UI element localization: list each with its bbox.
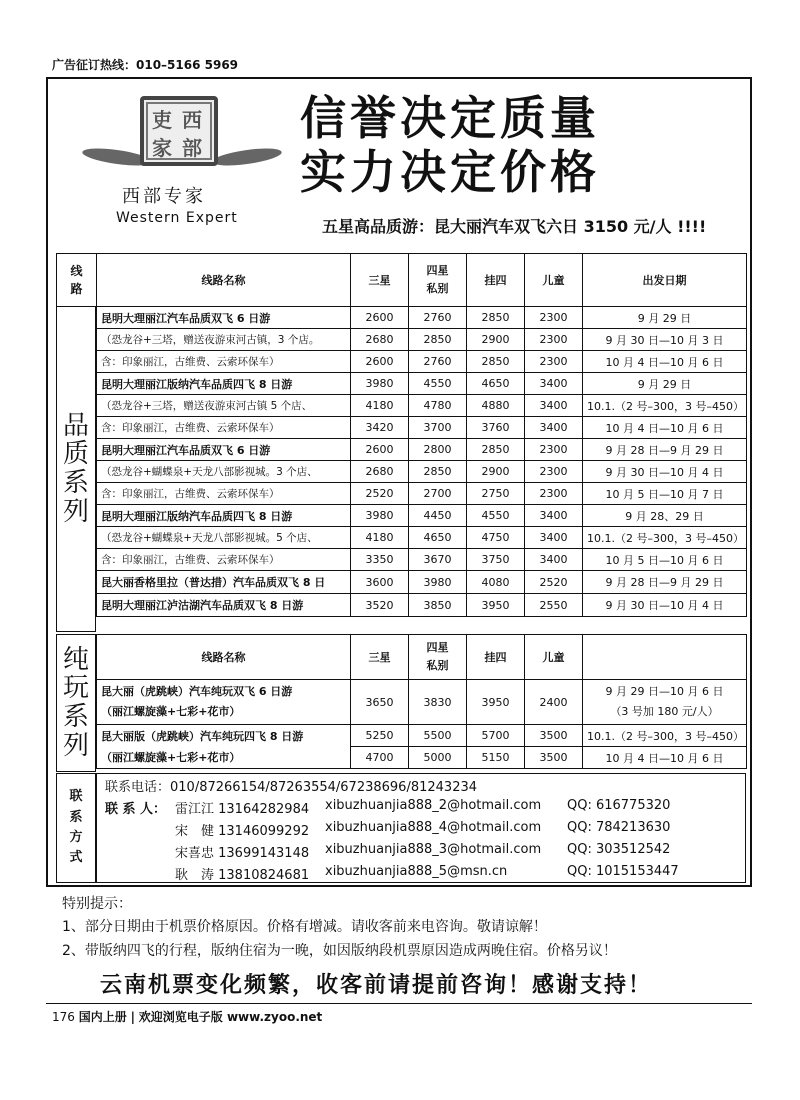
table-row <box>97 594 747 617</box>
price-cell: 2800 <box>409 439 467 461</box>
departure-date-cell: 9 月 28 日—9 月 29 日 <box>583 571 747 594</box>
contact-qq: QQ: 784213630 <box>567 820 671 835</box>
price-cell: 4550 <box>467 505 525 527</box>
fun-header-three-star: 三星 <box>351 635 409 680</box>
price-cell: 4880 <box>467 395 525 417</box>
fun-route-2-name: 昆大丽版（虎跳峡）汽车纯玩四飞 8 日游 （丽江螺旋藻+七彩+花市） <box>97 725 351 769</box>
table-row <box>97 527 747 549</box>
table-row <box>97 329 747 351</box>
price-cell: 2300 <box>525 483 583 505</box>
contact-email: xibuzhuanjia888_3@hotmail.com <box>325 842 542 857</box>
price-cell: 2600 <box>351 307 409 329</box>
fun-header-child: 儿童 <box>525 635 583 680</box>
price-cell: 3500 <box>525 725 583 747</box>
fun-header-route-name: 线路名称 <box>97 635 351 680</box>
company-logo <box>82 90 282 235</box>
price-cell: 2520 <box>351 483 409 505</box>
price-cell: 3980 <box>351 373 409 395</box>
price-cell: 2400 <box>525 680 583 725</box>
departure-date-cell: 9 月 29 日 <box>583 307 747 329</box>
contact-qq: QQ: 303512542 <box>567 842 671 857</box>
page-footer <box>52 1008 322 1025</box>
section-label-fun: 纯 玩 系 列 <box>56 634 96 772</box>
price-cell: 2520 <box>525 571 583 594</box>
price-cell: 2850 <box>467 439 525 461</box>
note-1: 1、部分日期由于机票价格原因。价格有增减。请收客前来电咨询。敬请谅解！ <box>62 919 547 935</box>
route-name-cell: （恐龙谷+三塔，赠送夜游束河古镇，3 个店。 <box>97 329 351 351</box>
fun-series-table <box>96 634 747 769</box>
route-name-cell: 含：印象丽江，古维费、云索环保车） <box>97 417 351 439</box>
logo-english-name: Western Expert <box>116 210 238 226</box>
departure-date-cell: 9 月 28、29 日 <box>583 505 747 527</box>
price-cell: 3400 <box>525 505 583 527</box>
route-name-cell: 含：印象丽江，古维费、云索环保车） <box>97 351 351 373</box>
table-row <box>97 461 747 483</box>
price-cell: 2300 <box>525 461 583 483</box>
price-cell: 3400 <box>525 395 583 417</box>
price-cell: 2700 <box>409 483 467 505</box>
table-row <box>97 307 747 329</box>
price-cell: 3520 <box>351 594 409 617</box>
footer-text: 欢迎浏览电子版 www.zyoo.net <box>138 1010 323 1024</box>
header-three-star: 三星 <box>351 254 409 307</box>
footer-separator: | <box>130 1010 135 1024</box>
price-cell: 2680 <box>351 461 409 483</box>
notes-title: 特别提示： <box>62 896 132 912</box>
price-cell: 3830 <box>409 680 467 725</box>
price-cell: 4450 <box>409 505 467 527</box>
price-cell: 3950 <box>467 594 525 617</box>
header-hang-four: 挂四 <box>467 254 525 307</box>
departure-date-cell: 9 月 28 日—9 月 29 日 <box>583 439 747 461</box>
price-table-header <box>56 253 747 307</box>
table-row <box>97 505 747 527</box>
departure-date-cell: 10.1.（2 号–300，3 号–450） <box>583 725 747 747</box>
price-cell: 2850 <box>409 329 467 351</box>
price-cell: 3750 <box>467 549 525 571</box>
contact-qq: QQ: 1015153447 <box>567 864 679 879</box>
price-cell: 4750 <box>467 527 525 549</box>
route-name-cell: 昆明大理丽江泸沽湖汽车品质双飞 8 日游 <box>97 594 351 617</box>
price-cell: 5700 <box>467 725 525 747</box>
departure-date-cell: 9 月 30 日—10 月 3 日 <box>583 329 747 351</box>
price-cell: 5250 <box>351 725 409 747</box>
price-cell: 4700 <box>351 747 409 769</box>
price-cell: 3600 <box>351 571 409 594</box>
contact-person-name: 宋喜忠 13699143148 <box>175 846 310 861</box>
slogan-line-1: 信誉决定质量 <box>300 91 600 145</box>
departure-date-cell: 10 月 4 日—10 月 6 日 <box>583 417 747 439</box>
route-name-cell: （恐龙谷+蝴蝶泉+天龙八部影视城。3 个店、 <box>97 461 351 483</box>
quality-series-table <box>96 306 747 617</box>
departure-date-cell: 10 月 5 日—10 月 7 日 <box>583 483 747 505</box>
departure-date-cell: 10 月 4 日—10 月 6 日 <box>583 351 747 373</box>
contact-person-label: 联 系 人： <box>105 802 167 817</box>
price-cell: 2760 <box>409 307 467 329</box>
price-cell: 3400 <box>525 373 583 395</box>
route-name-cell: 昆明大理丽江汽车品质双飞 6 日游 <box>97 439 351 461</box>
price-cell: 3650 <box>351 680 409 725</box>
price-cell: 2760 <box>409 351 467 373</box>
contact-person-name: 耿 涛 13810824681 <box>175 868 310 883</box>
price-cell: 3400 <box>525 549 583 571</box>
price-cell: 3760 <box>467 417 525 439</box>
price-cell: 4550 <box>409 373 467 395</box>
route-name-cell: 昆明大理丽江版纳汽车品质四飞 8 日游 <box>97 505 351 527</box>
section-label-quality: 品 质 系 列 <box>56 306 96 632</box>
table-row <box>97 680 747 725</box>
contact-email: xibuzhuanjia888_2@hotmail.com <box>325 798 542 813</box>
footer-section: 国内上册 <box>78 1010 127 1024</box>
route-name-cell: （恐龙谷+蝴蝶泉+天龙八部影视城。5 个店、 <box>97 527 351 549</box>
contact-box <box>96 773 746 883</box>
price-cell: 2300 <box>525 351 583 373</box>
contact-person-name: 雷江江 13164282984 <box>175 802 310 817</box>
price-cell: 2850 <box>467 307 525 329</box>
price-cell: 3350 <box>351 549 409 571</box>
price-cell: 3980 <box>409 571 467 594</box>
price-cell: 2600 <box>351 351 409 373</box>
table-row <box>97 483 747 505</box>
logo-chinese-name: 西部专家 <box>122 186 206 207</box>
price-cell: 2850 <box>409 461 467 483</box>
table-row <box>97 439 747 461</box>
price-cell: 3700 <box>409 417 467 439</box>
fun-header-blank <box>583 635 747 680</box>
header-departure-date: 出发日期 <box>583 254 747 307</box>
price-cell: 4180 <box>351 395 409 417</box>
departure-date-cell: 9 月 29 日—10 月 6 日 （3 号加 180 元/人） <box>583 680 747 725</box>
price-cell: 4650 <box>467 373 525 395</box>
route-name-cell: 昆明大理丽江版纳汽车品质四飞 8 日游 <box>97 373 351 395</box>
price-cell: 4650 <box>409 527 467 549</box>
logo-right-wing <box>211 145 282 169</box>
slogan-line-2: 实力决定价格 <box>300 145 600 199</box>
price-cell: 2680 <box>351 329 409 351</box>
price-cell: 3850 <box>409 594 467 617</box>
contact-email: xibuzhuanjia888_4@hotmail.com <box>325 820 542 835</box>
price-cell: 2600 <box>351 439 409 461</box>
contact-email: xibuzhuanjia888_5@msn.cn <box>325 864 508 879</box>
header-route-name: 线路名称 <box>97 254 351 307</box>
route-name-cell: 昆大丽香格里拉（普达措）汽车品质双飞 8 日 <box>97 571 351 594</box>
contact-qq: QQ: 616775320 <box>567 798 671 813</box>
departure-date-cell: 10 月 4 日—10 月 6 日 <box>583 747 747 769</box>
price-cell: 2750 <box>467 483 525 505</box>
table-row <box>97 725 747 747</box>
departure-date-cell: 10 月 5 日—10 月 6 日 <box>583 549 747 571</box>
price-cell: 5000 <box>409 747 467 769</box>
fun-header-hang-four: 挂四 <box>467 635 525 680</box>
departure-date-cell: 9 月 29 日 <box>583 373 747 395</box>
departure-date-cell: 9 月 30 日—10 月 4 日 <box>583 594 747 617</box>
price-cell: 3400 <box>525 527 583 549</box>
page-number: 176 <box>52 1010 75 1024</box>
departure-date-cell: 9 月 30 日—10 月 4 日 <box>583 461 747 483</box>
logo-seal: 吏 西 家 部 <box>140 96 218 166</box>
price-cell: 3670 <box>409 549 467 571</box>
route-name-cell: （恐龙谷+三塔，赠送夜游束河古镇 5 个店、 <box>97 395 351 417</box>
price-cell: 2300 <box>525 329 583 351</box>
table-row <box>97 351 747 373</box>
price-cell: 3950 <box>467 680 525 725</box>
price-cell: 2300 <box>525 307 583 329</box>
contact-phone: 联系电话：010/87266154/87263554/67238696/81243234 <box>105 780 478 795</box>
price-cell: 2300 <box>525 439 583 461</box>
route-name-cell: 昆明大理丽江汽车品质双飞 6 日游 <box>97 307 351 329</box>
departure-date-cell: 10.1.（2 号–300，3 号–450） <box>583 395 747 417</box>
price-cell: 2850 <box>467 351 525 373</box>
table-row <box>97 373 747 395</box>
price-cell: 3400 <box>525 417 583 439</box>
footer-divider <box>46 1003 752 1004</box>
header-four-star: 四星 私别 <box>409 254 467 307</box>
price-cell: 2550 <box>525 594 583 617</box>
table-row <box>97 571 747 594</box>
header-child: 儿童 <box>525 254 583 307</box>
header-route: 线 路 <box>57 254 97 307</box>
price-cell: 3980 <box>351 505 409 527</box>
note-2: 2、带版纳四飞的行程，版纳住宿为一晚，如因版纳段机票原因造成两晚住宿。价格另议！ <box>62 943 617 959</box>
contact-person-name: 宋 健 13146099292 <box>175 824 310 839</box>
route-name-cell: 含：印象丽江，古维费、云索环保车） <box>97 483 351 505</box>
price-cell: 4180 <box>351 527 409 549</box>
price-cell: 5150 <box>467 747 525 769</box>
price-cell: 5500 <box>409 725 467 747</box>
price-cell: 3500 <box>525 747 583 769</box>
section-label-contact: 联 系 方 式 <box>56 773 96 883</box>
fun-header-four-star: 四星 私别 <box>409 635 467 680</box>
ad-hotline: 广告征订热线：010–5166 5969 <box>52 58 239 72</box>
departure-date-cell: 10.1.（2 号–300，3 号–450） <box>583 527 747 549</box>
price-cell: 4080 <box>467 571 525 594</box>
price-cell: 4780 <box>409 395 467 417</box>
fun-route-1-name: 昆大丽（虎跳峡）汽车纯玩双飞 6 日游 （丽江螺旋藻+七彩+花市） <box>97 680 351 725</box>
ticket-warning: 云南机票变化频繁，收客前请提前咨询！感谢支持！ <box>100 972 653 998</box>
table-row <box>97 417 747 439</box>
table-row <box>97 549 747 571</box>
promo-banner: 五星高品质游：昆大丽汽车双飞六日 3150 元/人 !!!! <box>322 217 707 236</box>
table-row <box>97 395 747 417</box>
price-cell: 2900 <box>467 329 525 351</box>
route-name-cell: 含：印象丽江，古维费、云索环保车） <box>97 549 351 571</box>
price-cell: 2900 <box>467 461 525 483</box>
price-cell: 3420 <box>351 417 409 439</box>
